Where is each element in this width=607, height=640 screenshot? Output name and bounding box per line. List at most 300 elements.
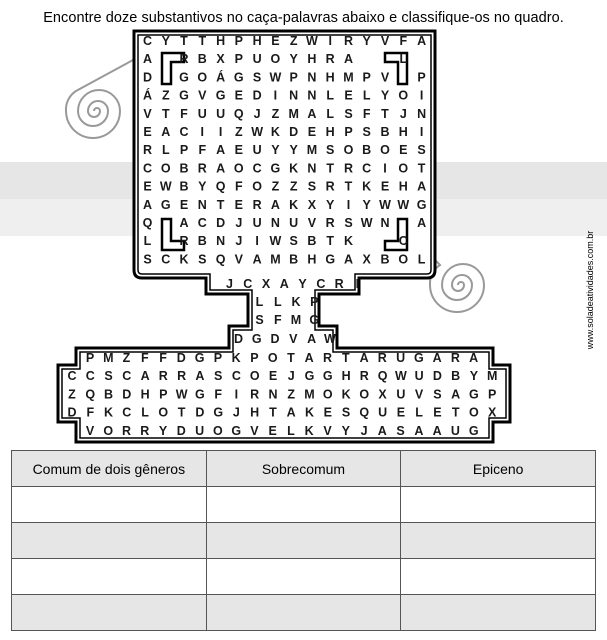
answer-cell[interactable] [206, 559, 401, 595]
grid-letter[interactable]: A [286, 405, 296, 420]
grid-letter[interactable]: R [334, 277, 344, 291]
grid-letter[interactable]: O [252, 179, 262, 194]
grid-letter[interactable]: S [344, 106, 353, 121]
grid-letter[interactable]: G [251, 332, 262, 346]
grid-letter[interactable]: A [469, 351, 479, 365]
grid-letter[interactable]: P [362, 70, 371, 85]
grid-letter[interactable]: B [197, 52, 207, 67]
grid-letter[interactable]: Y [158, 423, 168, 438]
answer-cell[interactable] [206, 595, 401, 631]
grid-letter[interactable]: W [159, 179, 172, 194]
grid-letter[interactable]: D [176, 351, 186, 365]
grid-letter[interactable]: I [419, 88, 424, 103]
grid-letter[interactable]: K [289, 197, 299, 212]
grid-letter[interactable]: R [377, 351, 387, 365]
grid-letter[interactable]: D [195, 405, 205, 420]
grid-letter[interactable]: D [270, 332, 280, 346]
grid-letter[interactable]: J [253, 106, 261, 121]
grid-letter[interactable]: Y [326, 197, 335, 212]
grid-letter[interactable]: H [398, 125, 408, 139]
grid-letter[interactable]: Z [161, 88, 170, 103]
grid-letter[interactable]: A [417, 34, 427, 48]
grid-letter[interactable]: C [231, 369, 241, 384]
grid-letter[interactable]: S [344, 216, 353, 230]
grid-letter[interactable]: P [310, 295, 319, 309]
grid-letter[interactable]: D [216, 216, 226, 230]
grid-letter[interactable]: U [378, 405, 388, 420]
grid-letter[interactable]: Y [289, 52, 298, 67]
grid-letter[interactable]: E [344, 88, 353, 103]
grid-letter[interactable]: S [289, 234, 298, 249]
grid-letter[interactable]: T [180, 34, 188, 48]
grid-letter[interactable]: S [198, 252, 207, 267]
grid-letter[interactable]: X [216, 52, 225, 67]
grid-letter[interactable]: D [289, 125, 299, 139]
grid-letter[interactable]: O [380, 143, 390, 158]
grid-letter[interactable]: L [326, 106, 335, 121]
grid-letter[interactable]: B [307, 234, 317, 249]
grid-letter[interactable]: C [243, 277, 253, 291]
grid-letter[interactable]: M [103, 351, 114, 365]
grid-letter[interactable]: Y [289, 143, 298, 158]
grid-letter[interactable]: B [103, 387, 114, 402]
grid-letter[interactable]: P [234, 34, 243, 48]
grid-letter[interactable]: L [415, 405, 423, 420]
grid-letter[interactable]: E [179, 197, 189, 212]
grid-letter[interactable]: S [326, 143, 335, 158]
grid-letter[interactable]: G [231, 423, 242, 438]
grid-letter[interactable]: J [235, 216, 243, 230]
grid-letter[interactable]: Z [68, 387, 76, 402]
grid-letter[interactable]: Z [289, 34, 298, 48]
grid-letter[interactable]: G [179, 88, 189, 103]
grid-letter[interactable]: F [234, 179, 243, 194]
grid-letter[interactable]: Y [298, 277, 307, 291]
grid-letter[interactable]: Q [142, 216, 153, 230]
grid-letter[interactable]: V [198, 88, 207, 103]
grid-letter[interactable]: J [287, 369, 295, 384]
grid-letter[interactable]: V [85, 423, 95, 438]
grid-letter[interactable]: X [362, 252, 371, 267]
grid-letter[interactable]: W [379, 197, 391, 212]
grid-letter[interactable]: R [250, 387, 260, 402]
grid-letter[interactable]: H [341, 369, 351, 384]
grid-letter[interactable]: A [343, 252, 354, 267]
grid-letter[interactable]: O [398, 161, 409, 176]
grid-letter[interactable]: P [250, 351, 259, 365]
grid-letter[interactable]: R [197, 161, 207, 176]
grid-letter[interactable]: N [307, 70, 317, 85]
grid-letter[interactable]: I [328, 34, 332, 48]
grid-letter[interactable]: H [398, 179, 408, 194]
grid-letter[interactable]: R [140, 423, 150, 438]
answer-cell[interactable] [401, 487, 596, 523]
grid-letter[interactable]: G [179, 70, 189, 85]
grid-letter[interactable]: O [103, 423, 114, 438]
grid-letter[interactable]: I [234, 387, 239, 402]
grid-letter[interactable]: V [289, 332, 298, 346]
grid-letter[interactable]: H [140, 387, 150, 402]
grid-letter[interactable]: G [304, 369, 315, 384]
grid-letter[interactable]: E [143, 125, 152, 139]
grid-letter[interactable]: Q [359, 405, 370, 420]
grid-letter[interactable]: Y [198, 179, 207, 194]
grid-letter[interactable]: J [360, 423, 368, 438]
grid-letter[interactable]: A [417, 179, 427, 194]
grid-letter[interactable]: R [158, 369, 168, 384]
grid-letter[interactable]: F [140, 351, 149, 365]
grid-letter[interactable]: T [269, 405, 277, 420]
grid-letter[interactable]: U [252, 52, 262, 67]
grid-letter[interactable]: U [414, 369, 424, 384]
grid-letter[interactable]: A [307, 332, 317, 346]
grid-letter[interactable]: T [198, 34, 207, 48]
grid-letter[interactable]: B [197, 234, 207, 249]
grid-letter[interactable]: I [355, 277, 360, 291]
grid-letter[interactable]: R [177, 369, 187, 384]
grid-letter[interactable]: P [344, 125, 353, 139]
grid-letter[interactable]: I [273, 88, 278, 103]
grid-letter[interactable]: T [216, 197, 225, 212]
grid-letter[interactable]: O [469, 405, 479, 420]
grid-letter[interactable]: C [85, 369, 95, 384]
grid-letter[interactable]: N [307, 161, 317, 176]
grid-letter[interactable]: D [176, 423, 186, 438]
grid-letter[interactable]: H [252, 34, 262, 48]
grid-letter[interactable]: G [416, 197, 427, 212]
grid-letter[interactable]: J [226, 277, 233, 291]
grid-letter[interactable]: A [307, 106, 317, 121]
grid-letter[interactable]: S [396, 423, 405, 438]
grid-letter[interactable]: R [325, 216, 335, 230]
grid-letter[interactable]: D [67, 405, 77, 420]
grid-letter[interactable]: S [214, 369, 223, 384]
grid-letter[interactable]: G [322, 369, 333, 384]
grid-letter[interactable]: X [378, 387, 387, 402]
grid-letter[interactable]: V [250, 423, 259, 438]
grid-letter[interactable]: S [433, 387, 442, 402]
grid-letter[interactable]: G [414, 351, 424, 365]
grid-letter[interactable]: A [432, 423, 442, 438]
grid-letter[interactable]: M [304, 387, 315, 402]
grid-letter[interactable]: N [270, 216, 280, 230]
grid-letter[interactable]: R [343, 161, 354, 176]
grid-letter[interactable]: H [325, 125, 335, 139]
grid-letter[interactable]: T [326, 234, 335, 249]
answer-cell[interactable] [401, 559, 596, 595]
grid-letter[interactable]: H [250, 405, 260, 420]
grid-letter[interactable]: C [252, 161, 262, 176]
grid-letter[interactable]: G [325, 252, 336, 267]
answer-cell[interactable] [12, 559, 207, 595]
grid-letter[interactable]: K [289, 161, 299, 176]
grid-letter[interactable]: E [380, 179, 390, 194]
grid-letter[interactable]: P [488, 387, 497, 402]
grid-letter[interactable]: D [122, 387, 132, 402]
grid-letter[interactable]: E [268, 423, 277, 438]
grid-letter[interactable]: U [396, 351, 406, 365]
grid-letter[interactable]: A [359, 351, 369, 365]
grid-letter[interactable]: E [307, 125, 317, 139]
grid-letter[interactable]: H [307, 52, 317, 67]
grid-letter[interactable]: E [143, 179, 152, 194]
grid-letter[interactable]: I [419, 125, 424, 139]
grid-letter[interactable]: E [271, 34, 280, 48]
grid-letter[interactable]: S [252, 70, 262, 85]
grid-letter[interactable]: K [304, 423, 314, 438]
grid-letter[interactable]: G [213, 405, 224, 420]
grid-letter[interactable]: R [343, 34, 354, 48]
grid-letter[interactable]: B [179, 161, 189, 176]
grid-letter[interactable]: C [161, 252, 171, 267]
grid-letter[interactable]: Q [377, 369, 388, 384]
grid-letter[interactable]: X [307, 197, 317, 212]
grid-letter[interactable]: S [362, 125, 371, 139]
grid-letter[interactable]: T [161, 106, 170, 121]
grid-letter[interactable]: S [417, 143, 426, 158]
grid-letter[interactable]: A [343, 52, 354, 67]
grid-letter[interactable]: Á [142, 88, 153, 103]
grid-letter[interactable]: A [432, 351, 442, 365]
grid-letter[interactable]: H [325, 70, 335, 85]
grid-letter[interactable]: B [451, 369, 461, 384]
grid-letter[interactable]: I [383, 161, 387, 176]
grid-letter[interactable]: N [307, 88, 317, 103]
grid-letter[interactable]: W [269, 70, 282, 85]
grid-letter[interactable]: R [322, 351, 333, 365]
grid-letter[interactable]: M [290, 313, 302, 327]
grid-letter[interactable]: J [399, 106, 407, 121]
grid-letter[interactable]: A [414, 423, 424, 438]
grid-letter[interactable]: I [218, 125, 223, 139]
grid-letter[interactable]: Q [233, 106, 244, 121]
grid-letter[interactable]: O [158, 405, 169, 420]
grid-letter[interactable]: O [249, 369, 260, 384]
grid-letter[interactable]: U [195, 423, 205, 438]
grid-letter[interactable]: A [142, 197, 153, 212]
grid-letter[interactable]: O [197, 70, 208, 85]
grid-letter[interactable]: E [234, 88, 243, 103]
grid-letter[interactable]: L [362, 88, 371, 103]
grid-letter[interactable]: T [417, 161, 426, 176]
grid-letter[interactable]: B [362, 143, 372, 158]
grid-letter[interactable]: L [143, 234, 152, 249]
grid-letter[interactable]: U [252, 143, 262, 158]
grid-letter[interactable]: P [234, 52, 243, 67]
grid-letter[interactable]: H [216, 34, 226, 48]
grid-letter[interactable]: S [341, 405, 351, 420]
grid-letter[interactable]: A [216, 143, 226, 158]
grid-letter[interactable]: C [398, 234, 408, 249]
grid-letter[interactable]: A [216, 161, 226, 176]
grid-letter[interactable]: A [140, 369, 150, 384]
grid-letter[interactable]: Y [380, 88, 390, 103]
grid-letter[interactable]: S [307, 179, 317, 194]
grid-letter[interactable]: W [175, 387, 188, 402]
answer-cell[interactable] [12, 523, 207, 559]
grid-letter[interactable]: T [344, 179, 353, 194]
grid-letter[interactable]: P [179, 143, 189, 158]
grid-letter[interactable]: V [143, 106, 152, 121]
grid-letter[interactable]: F [180, 106, 188, 121]
grid-letter[interactable]: G [468, 423, 479, 438]
grid-letter[interactable]: A [161, 125, 171, 139]
grid-letter[interactable]: O [322, 387, 333, 402]
grid-letter[interactable]: Z [287, 387, 296, 402]
grid-letter[interactable]: C [142, 34, 153, 48]
grid-letter[interactable]: K [103, 405, 114, 420]
grid-letter[interactable]: W [394, 369, 407, 384]
grid-letter[interactable]: S [143, 252, 152, 267]
grid-letter[interactable]: K [304, 405, 315, 420]
grid-letter[interactable]: R [179, 52, 189, 67]
grid-letter[interactable]: R [179, 234, 189, 249]
answer-cell[interactable] [206, 523, 401, 559]
grid-letter[interactable]: F [214, 387, 223, 402]
grid-letter[interactable]: M [288, 106, 299, 121]
grid-letter[interactable]: O [343, 143, 354, 158]
grid-letter[interactable]: H [307, 252, 317, 267]
grid-letter[interactable]: R [359, 369, 369, 384]
grid-letter[interactable]: F [273, 313, 282, 327]
grid-letter[interactable]: O [160, 161, 171, 176]
grid-letter[interactable]: C [67, 369, 77, 384]
grid-letter[interactable]: A [279, 277, 289, 291]
grid-letter[interactable]: R [325, 52, 335, 67]
grid-letter[interactable]: A [252, 252, 262, 267]
answer-cell[interactable] [206, 487, 401, 523]
grid-letter[interactable]: V [323, 423, 332, 438]
grid-letter[interactable]: D [142, 70, 153, 85]
grid-letter[interactable]: O [398, 88, 409, 103]
grid-letter[interactable]: T [326, 161, 335, 176]
grid-letter[interactable]: T [451, 405, 460, 420]
grid-letter[interactable]: R [121, 423, 132, 438]
grid-letter[interactable]: I [346, 197, 351, 212]
grid-letter[interactable]: K [291, 295, 301, 309]
grid-letter[interactable]: L [287, 423, 295, 438]
grid-letter[interactable]: R [252, 197, 262, 212]
grid-letter[interactable]: I [200, 125, 205, 139]
grid-letter[interactable]: B [380, 125, 390, 139]
grid-letter[interactable]: S [104, 369, 113, 384]
grid-letter[interactable]: G [233, 70, 244, 85]
grid-letter[interactable]: E [433, 405, 442, 420]
grid-letter[interactable]: O [398, 252, 409, 267]
grid-letter[interactable]: X [261, 277, 271, 291]
grid-letter[interactable]: O [270, 52, 281, 67]
grid-letter[interactable]: U [396, 387, 406, 402]
grid-letter[interactable]: U [252, 216, 262, 230]
grid-letter[interactable]: N [380, 216, 390, 230]
grid-letter[interactable]: A [270, 197, 280, 212]
grid-letter[interactable]: C [197, 216, 207, 230]
grid-letter[interactable]: O [233, 161, 244, 176]
grid-letter[interactable]: Y [271, 143, 280, 158]
grid-letter[interactable]: N [197, 197, 207, 212]
grid-letter[interactable]: C [122, 405, 132, 420]
grid-letter[interactable]: D [233, 332, 244, 346]
grid-letter[interactable]: G [309, 313, 320, 327]
grid-letter[interactable]: G [469, 387, 479, 402]
grid-letter[interactable]: N [216, 234, 226, 249]
grid-letter[interactable]: A [179, 216, 189, 230]
grid-letter[interactable]: E [268, 369, 278, 384]
grid-letter[interactable]: R [450, 351, 460, 365]
grid-letter[interactable]: W [360, 216, 373, 230]
grid-letter[interactable]: T [177, 405, 186, 420]
grid-letter[interactable]: A [195, 369, 205, 384]
grid-letter[interactable]: Á [216, 70, 226, 85]
grid-letter[interactable]: I [255, 234, 259, 249]
grid-letter[interactable]: G [194, 351, 205, 365]
grid-letter[interactable]: G [195, 387, 205, 402]
grid-letter[interactable]: N [417, 106, 427, 121]
grid-letter[interactable]: R [142, 143, 153, 158]
grid-letter[interactable]: Z [271, 106, 280, 121]
grid-letter[interactable]: G [270, 161, 281, 176]
grid-letter[interactable]: P [213, 351, 223, 365]
grid-letter[interactable]: F [362, 106, 371, 121]
grid-letter[interactable]: L [273, 295, 282, 309]
grid-letter[interactable]: B [179, 179, 189, 194]
grid-letter[interactable]: P [289, 70, 298, 85]
grid-letter[interactable]: O [213, 423, 223, 438]
grid-letter[interactable]: Y [161, 34, 170, 48]
grid-letter[interactable]: Y [469, 369, 479, 384]
answer-cell[interactable] [401, 595, 596, 631]
grid-letter[interactable]: K [179, 252, 189, 267]
grid-letter[interactable]: M [306, 143, 318, 158]
grid-letter[interactable]: W [251, 125, 264, 139]
grid-letter[interactable]: U [450, 423, 460, 438]
grid-letter[interactable]: T [341, 351, 350, 365]
grid-letter[interactable]: B [380, 252, 390, 267]
grid-letter[interactable]: V [307, 216, 317, 230]
grid-letter[interactable]: F [159, 351, 167, 365]
grid-letter[interactable]: E [234, 197, 243, 212]
grid-letter[interactable]: L [141, 405, 149, 420]
grid-letter[interactable]: K [343, 234, 354, 249]
grid-letter[interactable]: E [399, 143, 408, 158]
grid-letter[interactable]: M [343, 70, 354, 85]
grid-letter[interactable]: Y [341, 423, 350, 438]
grid-letter[interactable]: W [305, 34, 318, 48]
grid-letter[interactable]: A [417, 216, 427, 230]
grid-letter[interactable]: K [231, 351, 241, 365]
grid-letter[interactable]: U [197, 106, 207, 121]
grid-letter[interactable]: Z [289, 179, 298, 194]
grid-letter[interactable]: O [359, 387, 370, 402]
grid-letter[interactable]: T [287, 351, 295, 365]
grid-letter[interactable]: R [325, 179, 335, 194]
grid-letter[interactable]: U [216, 106, 226, 121]
grid-letter[interactable]: J [232, 405, 240, 420]
grid-letter[interactable]: P [159, 387, 168, 402]
grid-letter[interactable]: V [234, 252, 243, 267]
grid-letter[interactable]: V [380, 34, 390, 48]
grid-letter[interactable]: T [381, 106, 389, 121]
grid-letter[interactable]: W [269, 234, 282, 249]
grid-letter[interactable]: J [235, 234, 243, 249]
grid-letter[interactable]: D [432, 369, 442, 384]
grid-letter[interactable]: C [122, 369, 132, 384]
grid-letter[interactable]: Q [215, 179, 226, 194]
grid-letter[interactable]: N [289, 88, 299, 103]
grid-letter[interactable]: E [323, 405, 332, 420]
grid-letter[interactable]: Z [122, 351, 131, 365]
grid-letter[interactable]: M [270, 252, 281, 267]
